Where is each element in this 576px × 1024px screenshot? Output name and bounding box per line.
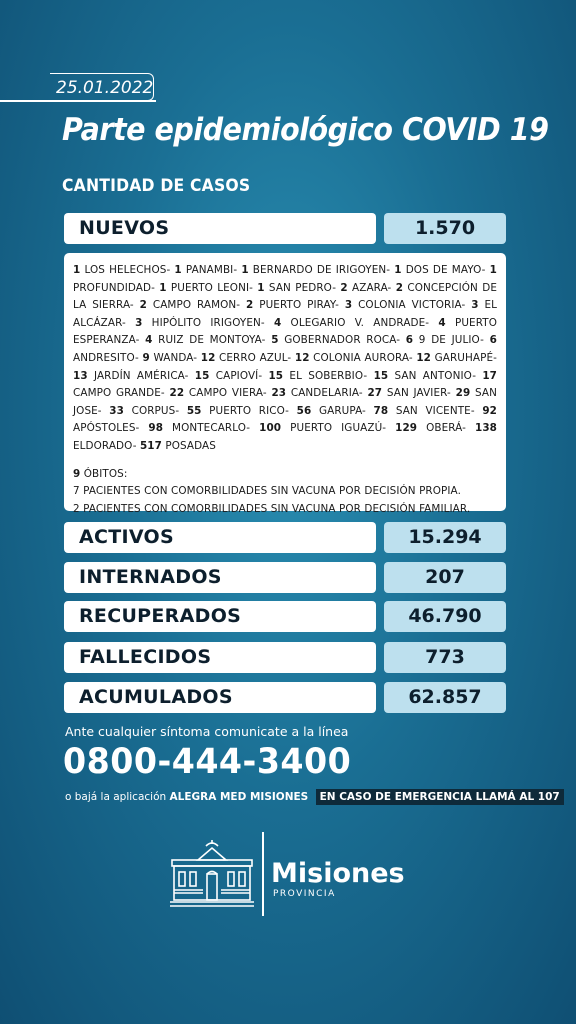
location-item bbox=[259, 422, 395, 434]
location-count: 2 bbox=[340, 281, 348, 294]
location-item bbox=[257, 282, 340, 294]
location-count: 6 bbox=[405, 334, 414, 347]
section-title: CANTIDAD DE CASOS bbox=[62, 176, 251, 196]
location-item bbox=[143, 352, 201, 364]
stat-value: 1.570 bbox=[384, 213, 506, 244]
deaths-line: 7 PACIENTES CON COMORBILIDADES SIN VACUNA POR DECISIÓN PROPIA. bbox=[73, 485, 461, 498]
logo-subtitle: PROVINCIA bbox=[273, 889, 336, 899]
location-count: 5 bbox=[271, 334, 279, 347]
location-name: DOS DE MAYO- bbox=[401, 264, 490, 276]
location-count: 13 bbox=[73, 369, 88, 382]
location-item bbox=[295, 352, 416, 364]
stat-row-activos bbox=[64, 522, 506, 553]
location-item bbox=[345, 299, 471, 311]
location-item bbox=[268, 370, 373, 382]
location-item bbox=[297, 405, 374, 417]
location-name: OLEGARIO V. ANDRADE- bbox=[281, 316, 439, 329]
stat-label: ACUMULADOS bbox=[64, 682, 376, 713]
location-count: 27 bbox=[367, 387, 383, 400]
location-name: EL ALCÁZAR- bbox=[73, 299, 497, 329]
location-count: 1 bbox=[489, 264, 497, 276]
location-name: CERRO AZUL- bbox=[215, 351, 295, 364]
deaths-header bbox=[73, 466, 497, 484]
location-count: 23 bbox=[271, 387, 287, 400]
location-name: EL SOBERBIO- bbox=[283, 369, 374, 382]
location-name: SAN JAVIER- bbox=[382, 387, 456, 400]
location-name: PANAMBI- bbox=[181, 264, 242, 276]
location-item bbox=[73, 264, 174, 276]
location-item bbox=[174, 264, 241, 276]
location-item bbox=[170, 387, 272, 399]
location-name: COLONIA VICTORIA- bbox=[352, 299, 472, 312]
location-name: PUERTO ESPERANZA- bbox=[73, 316, 497, 347]
location-count: 29 bbox=[455, 387, 471, 400]
location-name: PUERTO IGUAZÚ- bbox=[281, 422, 396, 435]
location-item bbox=[159, 282, 257, 294]
location-name: OBERÁ- bbox=[417, 422, 475, 435]
location-item bbox=[195, 370, 269, 382]
location-count: 15 bbox=[194, 369, 210, 382]
location-item bbox=[271, 387, 367, 399]
location-name: POSADAS bbox=[161, 439, 216, 452]
stat-value: 773 bbox=[384, 642, 506, 673]
location-count: 129 bbox=[395, 422, 418, 435]
location-count: 4 bbox=[438, 316, 446, 329]
location-count: 33 bbox=[109, 404, 124, 417]
location-name: GARUHAPÉ- bbox=[431, 351, 498, 364]
location-name: CAMPO GRANDE- bbox=[73, 387, 170, 400]
location-item bbox=[374, 370, 483, 382]
government-building-icon bbox=[170, 840, 254, 908]
location-count: 1 bbox=[159, 281, 167, 294]
location-name: HIPÓLITO IRIGOYEN- bbox=[142, 316, 274, 329]
location-item bbox=[374, 405, 483, 417]
location-count: 12 bbox=[416, 351, 431, 364]
location-name: JARDÍN AMÉRICA- bbox=[87, 369, 195, 382]
stat-row-acumulados bbox=[64, 682, 506, 713]
location-item bbox=[340, 282, 395, 294]
location-item bbox=[140, 440, 216, 452]
location-count: 2 bbox=[139, 299, 147, 312]
location-count: 6 bbox=[489, 334, 497, 347]
location-item bbox=[416, 352, 497, 364]
location-name: BERNARDO DE IRIGOYEN- bbox=[248, 264, 395, 276]
location-name: SAN PEDRO- bbox=[264, 281, 341, 294]
location-name: PUERTO LEONI- bbox=[166, 281, 258, 294]
location-count: 2 bbox=[246, 299, 254, 312]
location-name: GARUPA- bbox=[311, 404, 374, 417]
stat-value: 15.294 bbox=[384, 522, 506, 553]
app-name: ALEGRA MED MISIONES bbox=[169, 791, 309, 803]
location-count: 1 bbox=[174, 264, 182, 276]
date-badge: 25.01.2022 bbox=[50, 73, 154, 101]
location-name: PROFUNDIDAD- bbox=[73, 281, 160, 294]
location-name: WANDA- bbox=[149, 351, 201, 364]
page-title: Parte epidemiológico COVID 19 bbox=[62, 112, 549, 148]
location-count: 1 bbox=[394, 264, 402, 276]
cases-detail-panel bbox=[64, 253, 506, 515]
location-name: PUERTO RICO- bbox=[201, 404, 297, 417]
stat-label: INTERNADOS bbox=[64, 562, 376, 593]
location-name: SAN VICENTE- bbox=[388, 404, 483, 417]
location-name: PUERTO PIRAY- bbox=[253, 299, 345, 312]
deaths-count: 9 bbox=[73, 467, 81, 480]
location-name: ELDORADO- bbox=[73, 439, 140, 452]
location-item bbox=[246, 299, 345, 311]
location-name: ANDRESITO- bbox=[73, 351, 143, 364]
stat-row-fallecidos bbox=[64, 642, 506, 673]
stat-row-internados bbox=[64, 562, 506, 593]
location-item bbox=[145, 334, 271, 346]
location-count: 1 bbox=[73, 264, 81, 276]
location-name: MONTECARLO- bbox=[163, 422, 260, 435]
stat-row-nuevos bbox=[64, 213, 506, 244]
location-count: 92 bbox=[482, 404, 497, 417]
location-count: 517 bbox=[139, 439, 162, 452]
location-count: 100 bbox=[259, 422, 282, 435]
location-item bbox=[271, 334, 406, 346]
location-count: 22 bbox=[169, 387, 185, 400]
logo-divider bbox=[262, 832, 264, 916]
location-count: 4 bbox=[273, 316, 282, 329]
location-item bbox=[367, 387, 455, 399]
location-name: CAMPO VIERA- bbox=[184, 387, 272, 400]
location-item bbox=[394, 264, 489, 276]
stat-label: NUEVOS bbox=[64, 213, 376, 244]
location-name: CORPUS- bbox=[123, 404, 187, 417]
location-count: 78 bbox=[373, 404, 389, 417]
location-count: 3 bbox=[135, 316, 143, 329]
location-count: 1 bbox=[257, 281, 265, 294]
location-name: RUIZ DE MONTOYA- bbox=[152, 334, 272, 347]
app-prefix: o bajá la aplicación bbox=[65, 791, 167, 803]
location-name: APÓSTOLES- bbox=[73, 422, 149, 435]
emergency-note: EN CASO DE EMERGENCIA LLAMÁ AL 107 bbox=[316, 789, 564, 805]
location-count: 3 bbox=[344, 299, 353, 312]
location-count: 12 bbox=[200, 351, 216, 364]
stat-value: 207 bbox=[384, 562, 506, 593]
location-count: 9 bbox=[142, 351, 150, 364]
location-item bbox=[201, 352, 295, 364]
phone-number[interactable]: 0800-444-3400 bbox=[63, 742, 352, 782]
location-item bbox=[241, 264, 394, 276]
location-count: 98 bbox=[148, 422, 164, 435]
location-name: CAPIOVÍ- bbox=[209, 369, 269, 382]
stat-row-recuperados bbox=[64, 601, 506, 632]
location-count: 2 bbox=[395, 281, 404, 294]
location-item bbox=[187, 405, 297, 417]
stat-label: RECUPERADOS bbox=[64, 601, 376, 632]
location-name: CAMPO RAMON- bbox=[146, 299, 247, 312]
location-count: 17 bbox=[482, 369, 497, 382]
location-item bbox=[140, 299, 246, 311]
location-name: LOS HELECHOS- bbox=[80, 264, 175, 276]
contact-instruction: Ante cualquier síntoma comunicate a la línea bbox=[65, 724, 349, 739]
location-item bbox=[73, 370, 195, 382]
location-count: 55 bbox=[186, 404, 202, 417]
location-item bbox=[395, 422, 475, 434]
stat-label: FALLECIDOS bbox=[64, 642, 376, 673]
location-item bbox=[274, 317, 438, 329]
location-item bbox=[109, 405, 187, 417]
location-name: GOBERNADOR ROCA- bbox=[278, 334, 406, 347]
location-count: 3 bbox=[471, 299, 479, 312]
location-count: 56 bbox=[296, 404, 312, 417]
location-name: SAN ANTONIO- bbox=[388, 369, 483, 382]
location-item bbox=[148, 422, 259, 434]
location-count: 15 bbox=[268, 369, 284, 382]
location-count: 1 bbox=[241, 264, 249, 276]
logo-name: Misiones bbox=[271, 858, 405, 889]
location-name: COLONIA AURORA- bbox=[309, 351, 417, 364]
location-count: 15 bbox=[373, 369, 389, 382]
location-count: 12 bbox=[294, 351, 310, 364]
location-name: 9 DE JULIO- bbox=[413, 334, 490, 347]
location-name: AZARA- bbox=[347, 281, 396, 294]
location-name: CONCEPCIÓN DE LA SIERRA- bbox=[73, 281, 498, 312]
locations-list bbox=[73, 262, 497, 456]
deaths-line: 2 PACIENTES CON COMORBILIDADES SIN VACUNA POR DECISIÓN FAMILIAR. bbox=[73, 502, 471, 515]
app-instruction bbox=[65, 791, 564, 803]
deaths-label: ÓBITOS: bbox=[83, 467, 128, 480]
location-name: CANDELARIA- bbox=[286, 387, 368, 400]
location-count: 4 bbox=[145, 334, 153, 347]
location-name: SAN JOSE- bbox=[73, 387, 497, 417]
location-item bbox=[406, 334, 490, 346]
location-item bbox=[135, 317, 274, 329]
stat-value: 46.790 bbox=[384, 601, 506, 632]
stat-label: ACTIVOS bbox=[64, 522, 376, 553]
stat-value: 62.857 bbox=[384, 682, 506, 713]
location-count: 138 bbox=[475, 422, 497, 435]
